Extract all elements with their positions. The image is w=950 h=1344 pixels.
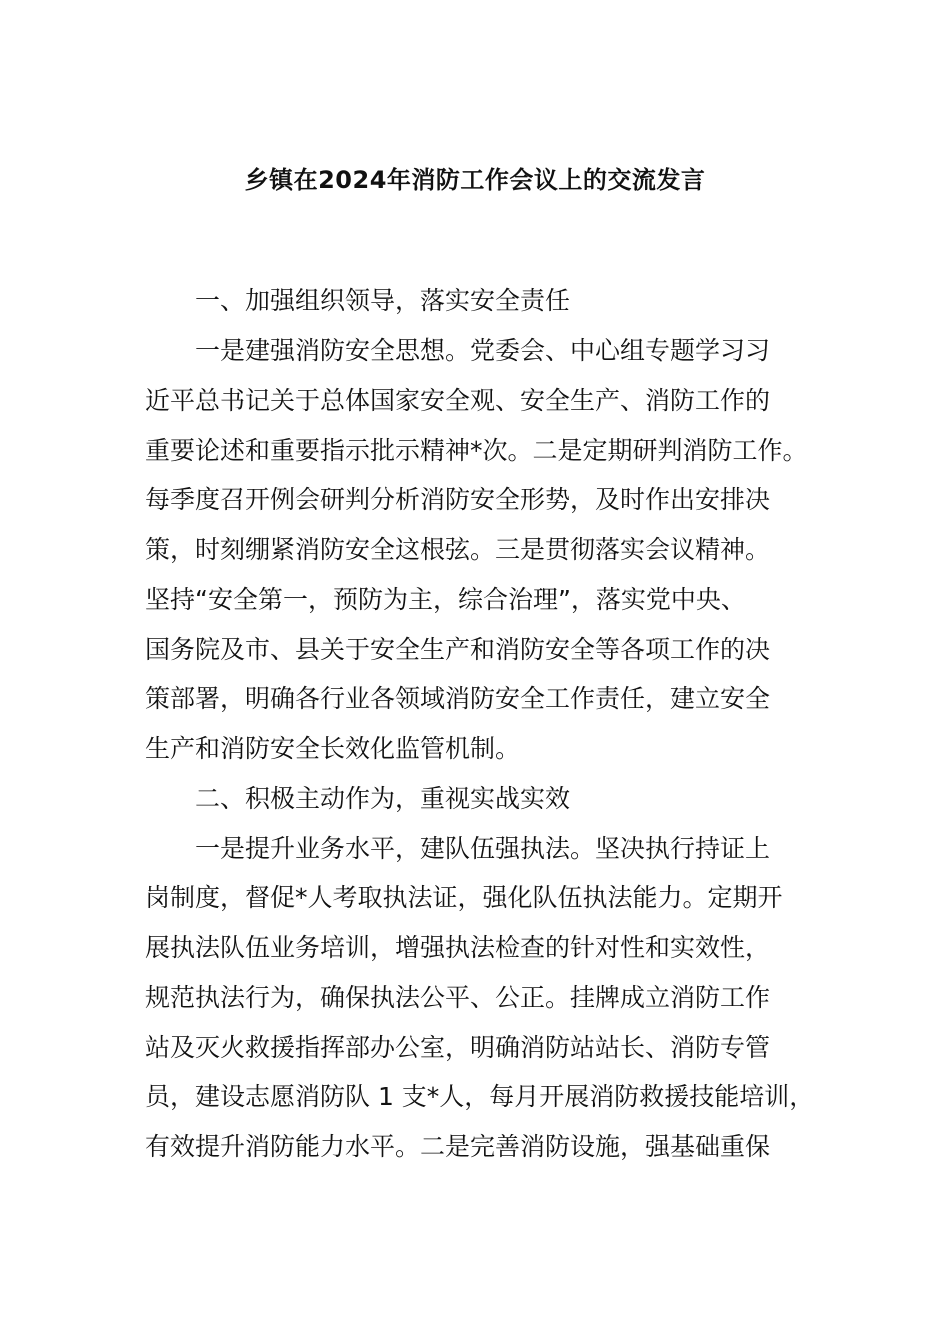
paragraph-line: 每季度召开例会研判分析消防安全形势，及时作出安排决 xyxy=(145,485,771,514)
paragraph-line: 重要论述和重要指示批示精神*次。二是定期研判消防工作。 xyxy=(145,436,808,465)
paragraph-line: 员，建设志愿消防队 1 支*人，每月开展消防救援技能培训， xyxy=(145,1082,815,1111)
paragraph-line: 策部署，明确各行业各领域消防安全工作责任，建立安全 xyxy=(145,684,771,713)
section-heading-2: 二、积极主动作为，重视实战实效 xyxy=(195,784,571,813)
paragraph-line: 站及灭火救援指挥部办公室，明确消防站站长、消防专管 xyxy=(145,1033,771,1062)
paragraph-line: 近平总书记关于总体国家安全观、安全生产、消防工作的 xyxy=(145,386,771,415)
paragraph-line: 国务院及市、县关于安全生产和消防安全等各项工作的决 xyxy=(145,635,771,664)
paragraph-line: 岗制度，督促*人考取执法证，强化队伍执法能力。定期开 xyxy=(145,883,783,912)
paragraph-line: 展执法队伍业务培训，增强执法检查的针对性和实效性， xyxy=(145,933,771,962)
section-heading-1: 一、加强组织领导，落实安全责任 xyxy=(195,286,571,315)
paragraph-line: 一是建强消防安全思想。党委会、中心组专题学习习 xyxy=(195,336,771,365)
paragraph-line: 有效提升消防能力水平。二是完善消防设施，强基础重保 xyxy=(145,1132,771,1161)
paragraph-line: 坚持“安全第一，预防为主，综合治理”，落实党中央、 xyxy=(145,585,746,614)
paragraph-line: 生产和消防安全长效化监管机制。 xyxy=(145,734,521,763)
paragraph-line: 一是提升业务水平，建队伍强执法。坚决执行持证上 xyxy=(195,834,771,863)
paragraph-line: 策，时刻绷紧消防安全这根弦。三是贯彻落实会议精神。 xyxy=(145,535,771,564)
document-title: 乡镇在2024年消防工作会议上的交流发言 xyxy=(244,166,706,194)
paragraph-line: 规范执法行为，确保执法公平、公正。挂牌成立消防工作 xyxy=(145,983,771,1012)
